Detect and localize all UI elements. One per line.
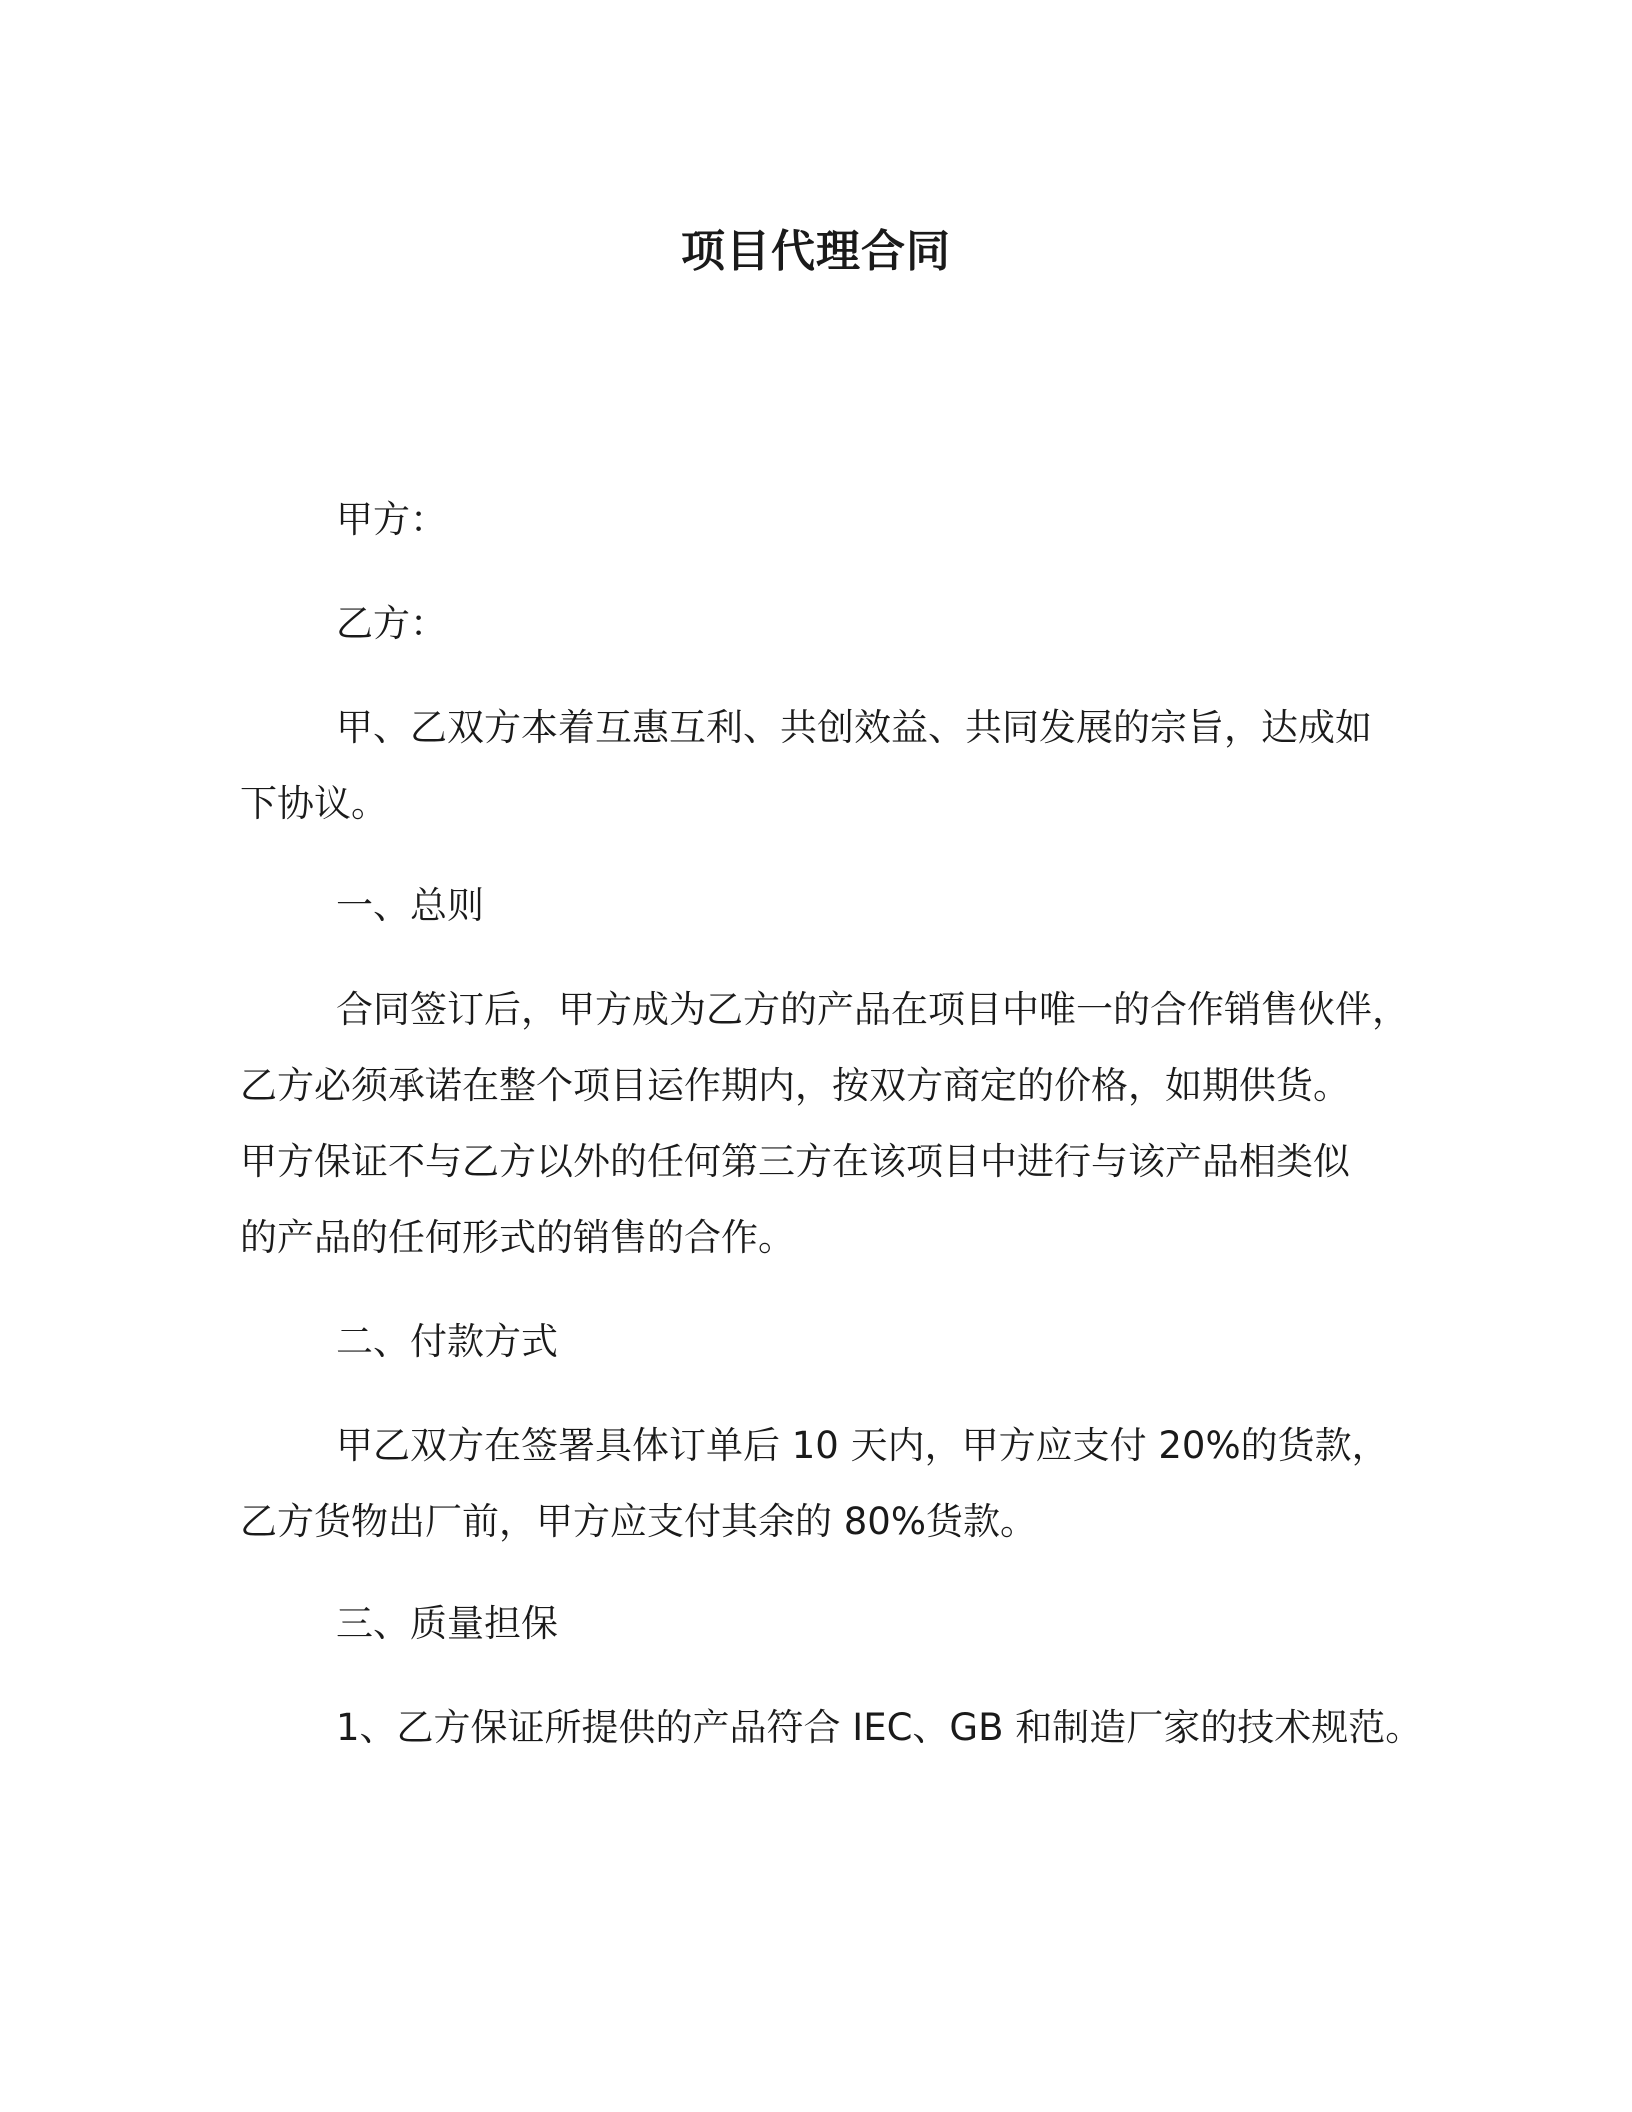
party-b-label: 乙方： — [336, 602, 447, 645]
section-3-heading: 三、质量担保 — [336, 1602, 558, 1645]
section-1-heading: 一、总则 — [336, 884, 484, 927]
section-2-line-2: 乙方货物出厂前，甲方应支付其余的 80%货款。 — [240, 1500, 1037, 1543]
preamble-line-1: 甲、乙双方本着互惠互利、共创效益、共同发展的宗旨，达成如 — [336, 706, 1372, 749]
section-2-heading: 二、付款方式 — [336, 1320, 558, 1363]
section-1-line-3: 甲方保证不与乙方以外的任何第三方在该项目中进行与该产品相类似 — [240, 1140, 1350, 1183]
section-1-line-2: 乙方必须承诺在整个项目运作期内，按双方商定的价格，如期供货。 — [240, 1064, 1350, 1107]
section-1-line-4: 的产品的任何形式的销售的合作。 — [240, 1216, 795, 1259]
section-3-item-1: 1、乙方保证所提供的产品符合 IEC、GB 和制造厂家的技术规范。 — [336, 1706, 1423, 1749]
preamble-line-2: 下协议。 — [240, 782, 388, 825]
section-1-line-1: 合同签订后，甲方成为乙方的产品在项目中唯一的合作销售伙伴， — [336, 988, 1409, 1031]
party-a-label: 甲方： — [336, 498, 447, 541]
section-2-line-1: 甲乙双方在签署具体订单后 10 天内，甲方应支付 20%的货款， — [336, 1424, 1389, 1467]
document-title: 项目代理合同 — [681, 226, 951, 277]
